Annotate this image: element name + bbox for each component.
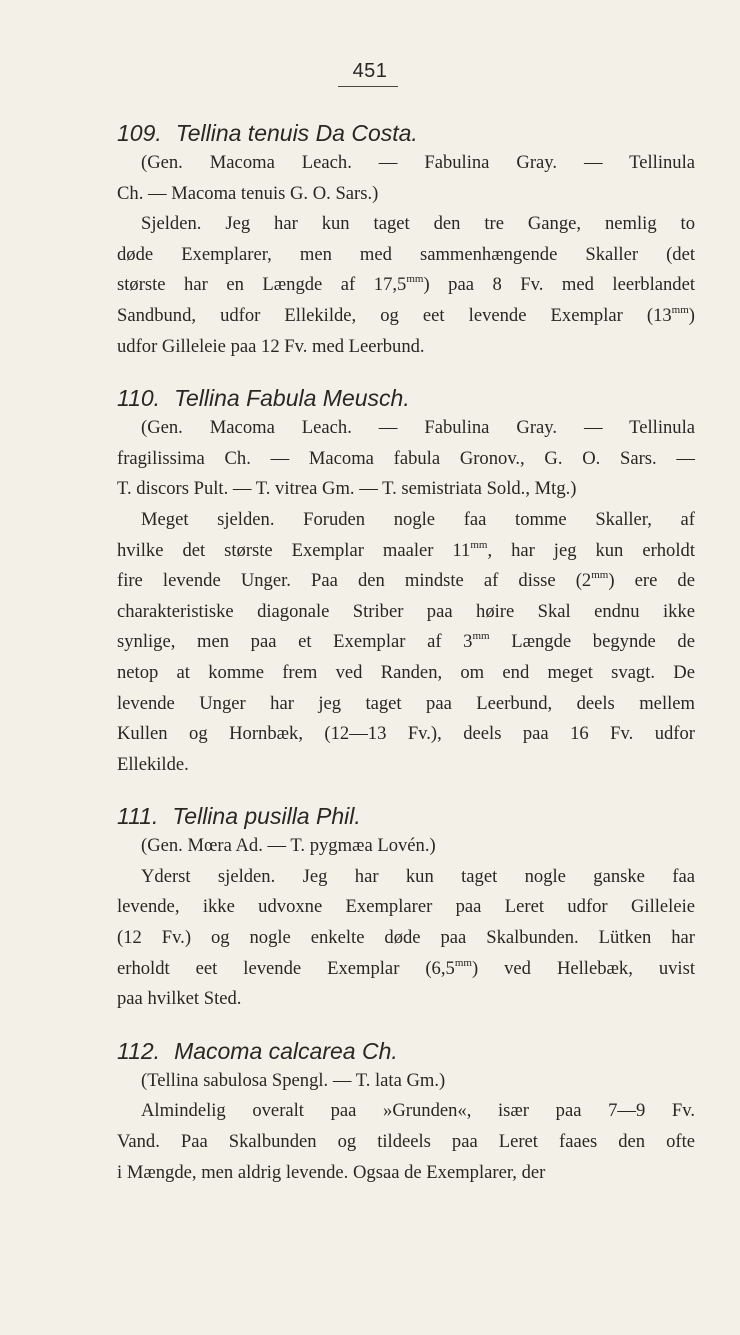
- text-line: fire levende Unger. Paa den mindste af disse $(2^{mm})$ ere de: [117, 569, 695, 592]
- text-line: udfor Gilleleie paa 12 Fv. med Leerbund.: [117, 335, 425, 357]
- text-line: i Mængde, men aldrig levende. Ogsaa de Exemplarer, der: [117, 1161, 546, 1183]
- section-title: Tellina tenuis Da Costa.: [175, 120, 418, 146]
- text-line: (Gen. Mœra Ad. — T. pygmæa Lovén.): [141, 835, 436, 857]
- section-number: 112.: [117, 1037, 161, 1064]
- section-title: Macoma calcarea Ch.: [174, 1037, 398, 1064]
- section-title: Tellina pusilla Phil.: [172, 803, 361, 830]
- section-title: Tellina Fabula Meusch.: [174, 385, 410, 412]
- text-line: levende, ikke udvoxne Exemplarer paa Leret udfor Gilleleie: [117, 896, 695, 918]
- section-heading: [117, 1036, 695, 1066]
- text-line: charakteristiske diagonale Striber paa høire Skal endnu ikke: [117, 600, 695, 622]
- text-line: (Tellina sabulosa Spengl. — T. lata Gm.): [141, 1069, 446, 1091]
- text-line: Ch. — Macoma tenuis G. O. Sars.): [117, 182, 379, 204]
- text-line: Almindelig overalt paa »Grunden«, især paa 7—9 Fv.: [141, 1100, 695, 1122]
- body-text: [117, 118, 695, 1188]
- section-gap: [117, 780, 695, 801]
- text-line: hvilke det største Exemplar maaler $11^{mm}$, har jeg kun erholdt: [117, 538, 695, 561]
- page-number: 451: [352, 60, 388, 82]
- text-line: (12 Fv.) og nogle enkelte døde paa Skalbunden. Lütken har: [117, 927, 695, 949]
- section-109: [117, 118, 695, 362]
- text-line: Meget sjelden. Foruden nogle faa tomme Skaller, af: [141, 508, 695, 530]
- section-number: 111.: [117, 803, 159, 830]
- unit-superscript: mm: [454, 956, 472, 969]
- text-line: (Gen. Macoma Leach. — Fabulina Gray. — Tellinula: [141, 152, 695, 173]
- page-number-rule: [338, 86, 398, 87]
- section-gap: [117, 1015, 695, 1036]
- section-111: [117, 801, 695, 1015]
- text-line: Kullen og Hornbæk, (12—13 Fv.), deels paa 16 Fv. udfor: [117, 723, 695, 745]
- unit-superscript: mm: [472, 630, 490, 643]
- text-line: største har en Længde af $17,5^{mm}$) paa 8 Fv. med leerblandet: [117, 273, 695, 296]
- text-line: Yderst sjelden. Jeg har kun taget nogle ganske faa: [141, 865, 695, 887]
- section-number: 110.: [117, 385, 161, 412]
- section-number: 109.: [117, 120, 162, 146]
- text-line: levende Unger har jeg taget paa Leerbund, deels mellem: [117, 692, 695, 714]
- text-line: (Gen. Macoma Leach. — Fabulina Gray. — Tellinula: [141, 417, 695, 439]
- text-line: Vand. Paa Skalbunden og tildeels paa Leret faaes den ofte: [117, 1131, 695, 1153]
- unit-superscript: mm: [591, 569, 609, 582]
- text-line: døde Exemplarer, men med sammenhængende Skaller (det: [117, 243, 695, 265]
- unit-superscript: mm: [406, 273, 424, 286]
- text-line: Sandbund, udfor Ellekilde, og eet levende Exemplar $(13^{mm})$: [117, 303, 695, 326]
- text-line: netop at komme frem ved Randen, om end meget svagt. De: [117, 661, 695, 683]
- unit-superscript: mm: [671, 303, 689, 316]
- text-line: paa hvilket Sted.: [117, 988, 242, 1010]
- section-heading: [117, 118, 695, 148]
- text-line: fragilissima Ch. — Macoma fabula Gronov., G. O. Sars. —: [117, 447, 695, 469]
- section-gap: [117, 362, 695, 383]
- section-heading: [117, 383, 695, 413]
- text-line: Sjelden. Jeg har kun taget den tre Gange, nemlig to: [141, 213, 695, 235]
- unit-superscript: mm: [470, 538, 488, 551]
- text-line: T. discors Pult. — T. vitrea Gm. — T. semistriata Sold., Mtg.): [117, 478, 577, 500]
- section-heading: [117, 801, 695, 831]
- section-112: [117, 1036, 695, 1188]
- section-110: [117, 383, 695, 780]
- text-line: synlige, men paa et Exemplar af $3^{mm}$ Længde begynde de: [117, 630, 695, 653]
- text-line: Ellekilde.: [117, 753, 189, 775]
- text-line: erholdt eet levende Exemplar $(6,5^{mm})$ ved Hellebæk, uvist: [117, 956, 695, 979]
